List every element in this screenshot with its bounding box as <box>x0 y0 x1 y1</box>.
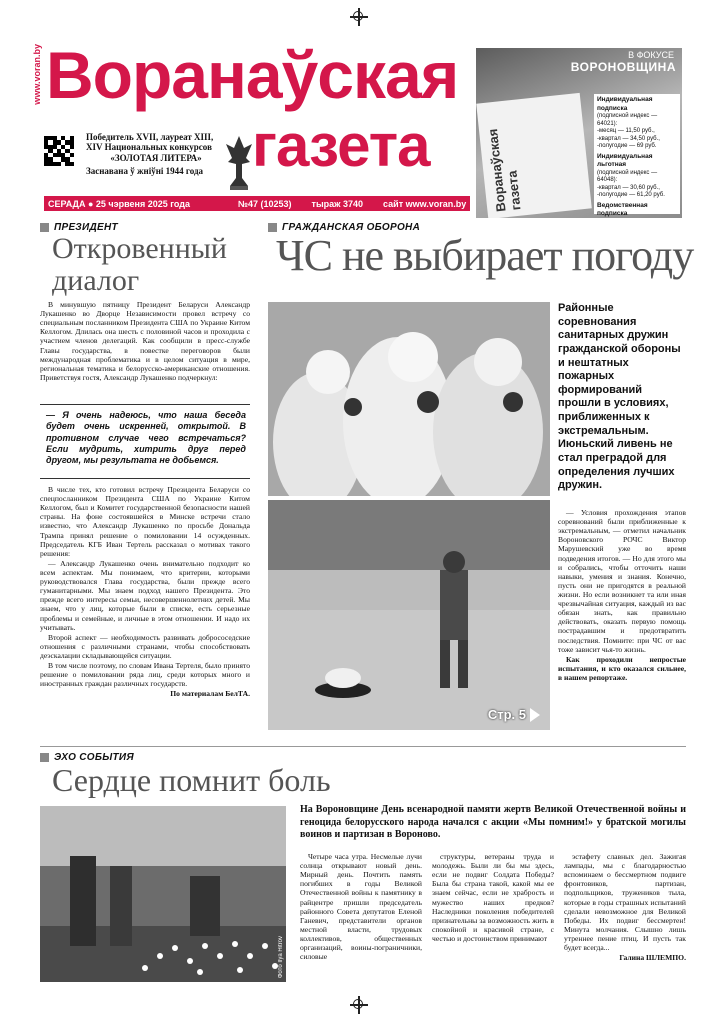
site-url: сайт www.voran.by <box>383 198 467 209</box>
awards-line2: XIV Национальных конкурсов <box>86 142 212 153</box>
subscription-promo <box>476 48 682 218</box>
founded-text: Заснавана ў жніўні 1944 года <box>86 166 204 177</box>
play-arrow-icon <box>530 708 540 722</box>
sub-block-3: Ведомственная подписка <box>597 201 648 217</box>
golden-litera-trophy-icon <box>222 132 256 192</box>
left-article-body: В числе тех, кто готовил встречу Президента Беларуси со спецпосланником Президента США по Украине Китом Келлогом, был и Комитет государственной безопасности нашей страны. На фоне состоявшейся в Минске встречи стало известно, что Александр Лукашенко по просьбе Дональда Трампа принял решение о помиловании 14 осужденных. Председатель КГБ Иван Тертель рассказал о мотивах такого решения: — Александр Лукашенко очень внимательно подходит ко всем аспектам. Мы понимаем, что критерии, которыми руководствовался Глава государства, были прежде всего гуманитарными. Мы знаем подход нашего Президента. Это прежде всего интересы семьи, несовершеннолетних детей. Мы знаем, что у лиц, которые были в списке, есть серьезные проблемы и семейные, и личные в этом отношении. И надо их учитывать. Второй аспект — необходимость развивать добрососедские отношения с различными странами, чтобы способствовать деэскалации складывающейся ситуации. В том числе поэтому, по словам Ивана Тертеля, было принято решение о помиловании ряда лиц, среди которых много и иностранных граждан различных государств. По материалам БелТА. <box>40 485 250 699</box>
photo-credit: Фото Ilya Hitrov <box>278 935 284 978</box>
issue-date: СЕРАДА ● 25 чэрвеня 2025 года <box>48 198 190 209</box>
promo-label2: ВОРОНОВЩИНА <box>570 60 676 74</box>
center-lead: Районные соревнования санитарных дружин гражданской обороны и нештатных пожарных формирований прошли в условиях, приближенных к экстремальным. Июньский ливень не стал преградой для определения лучших дружин. <box>558 302 681 492</box>
promo-label1: В ФОКУСЕ <box>628 50 674 60</box>
awards-block <box>86 132 226 176</box>
photo-medics-gas-masks <box>268 302 550 496</box>
bottom-col2: структуры, ветераны труда и молодежь. Были ли бы мы здесь, если не подвиг Солдата Победы? Была бы страна такой, какой мы ее знаем сейчас, если не храбрость и мужество наших предков? Наследники поколения победителей признательны за возможность жить в спокойной и красивой стране, с честью и достоинством принимают <box>432 852 554 943</box>
newspaper-photo <box>476 93 592 218</box>
bottom-lead: На Вороновщине День всенародной памяти жертв Великой Отечественной войны и геноцида белорусского народа начался с акции «Мы помним!» у братской могилы воинов и партизан в Вороново. <box>300 804 686 840</box>
rubric-echo: ЭХО СОБЫТИЯ <box>40 752 134 763</box>
photo-fire-drill <box>268 500 550 730</box>
issue-number: №47 (10253) <box>237 198 292 209</box>
center-closing: Как проходили непростые испытания, и кто оказался сильнее, в нашем репортаже. <box>558 654 686 682</box>
headline-center: ЧС не выбирает погоду <box>276 231 694 280</box>
awards-line1: Победитель XVII, лауреат XIII, <box>86 132 214 142</box>
masthead-title-line2: газета <box>252 112 430 179</box>
bottom-signature: Галина ШЛЕМПО. <box>619 953 686 963</box>
photo-memorial-candles <box>40 806 286 982</box>
sub-block-2: Индивидуальная льготная (подписной индекс — 64048): -квартал — 30,60 руб., -полугодие — 61,20 руб. <box>597 152 665 198</box>
qr-code-icon <box>44 136 74 166</box>
registration-mark-top <box>350 8 368 26</box>
quote-rule-top <box>40 404 250 405</box>
registration-mark-bottom <box>350 996 368 1014</box>
rubric-president: ПРЕЗИДЕНТ <box>40 222 118 233</box>
headline-left-line1: Откровенный <box>52 232 227 265</box>
masthead-title-line1: Воранаўская <box>46 38 459 112</box>
circulation: тыраж 3740 <box>311 198 364 209</box>
center-body: — Условия прохождения этапов соревнований были приближенные к экстремальным, — отметил начальник Вороновского РОЧС Виктор Марушевский уже во время подведения итогов. — Но для этого мы и собрались, чтобы отточить наши навыки, умения и знания. Конечно, пусть они не пригодятся в реальной жизни. Но если возникнет та или иная чрезвычайная ситуация, каждый из вас обязан знать, как правильно действовать, оказать первую помощь пострадавшим и предотвратить последствия. Помните: при ЧС от вас тоже зависит чья-то жизнь. Как проходили непростые испытания, и кто оказался сильнее, в нашем репортаже. <box>558 508 686 682</box>
newspaper-photo-title: Воранаўская газета <box>484 128 524 213</box>
headline-bottom: Сердце помнит боль <box>52 762 331 798</box>
sub-block-1: Индивидуальная подписка (подписной индекс — 64021): -месяц — 11,50 руб., -квартал — 34,50 руб., -полугодие — 69 руб. <box>597 96 660 149</box>
issue-info-bar <box>44 196 470 211</box>
page-5-link[interactable]: Стр. 5 <box>488 707 540 722</box>
section-divider <box>40 746 686 747</box>
headline-left-line2: диалог <box>52 264 140 297</box>
rubric-civil-defence: ГРАЖДАНСКАЯ ОБОРОНА <box>268 222 420 233</box>
bottom-col3: эстафету славных дел. Зажигая лампады, мы с благодарностью вспоминаем о бессмертном подвиге фронтовиков, партизан, подпольщиков, тружеников тыла, которые в годы страшных испытаний сделали невозможное для Великой Победы. Их подвиг бессмертен! Минута молчания. Слышно лишь утреннее пение птиц. И пусть так будет всегда... Галина ШЛЕМПО. <box>564 852 686 963</box>
left-signature: По материалам БелТА. <box>170 689 250 699</box>
bottom-col1: Четыре часа утра. Несмелые лучи солнца открывают новый день. Мирный день. Почтить память погибших в годы Великой Отечественной войны к памятнику в райцентре пришли председатель районного Совета депутатов Еленой Ганевич, представители органов местной власти, трудовых коллективов, общественных организаций, воины-пограничники, силовые <box>300 852 422 962</box>
awards-line3: «ЗОЛОТАЯ ЛИТЕРА» <box>110 152 202 163</box>
side-url: www.voran.by <box>32 44 42 105</box>
subscription-prices <box>594 94 680 217</box>
left-article-intro: В минувшую пятницу Президент Беларуси Александр Лукашенко во Дворце Независимости провел встречу со специальным посланником Президента США по Украине Китом Келлогом. Длилась она шесть с половиной часов и проходила с участием членов делегаций. Как сообщили в пресс-службе Главы государства, в повестке переговоров были международная проблематика и в целом ситуация в мире, региональная тематика и белорусско-американские отношения. Приветствуя гостя, Александр Лукашенко подчеркнул: <box>40 300 250 382</box>
president-quote: — Я очень надеюсь, что наша беседа будет очень искренней, открытой. В противном случае чего встречаться? Если мудрить, хитрить друг перед другом, мы результата не добьемся. <box>46 410 246 465</box>
quote-rule-bottom <box>40 478 250 479</box>
